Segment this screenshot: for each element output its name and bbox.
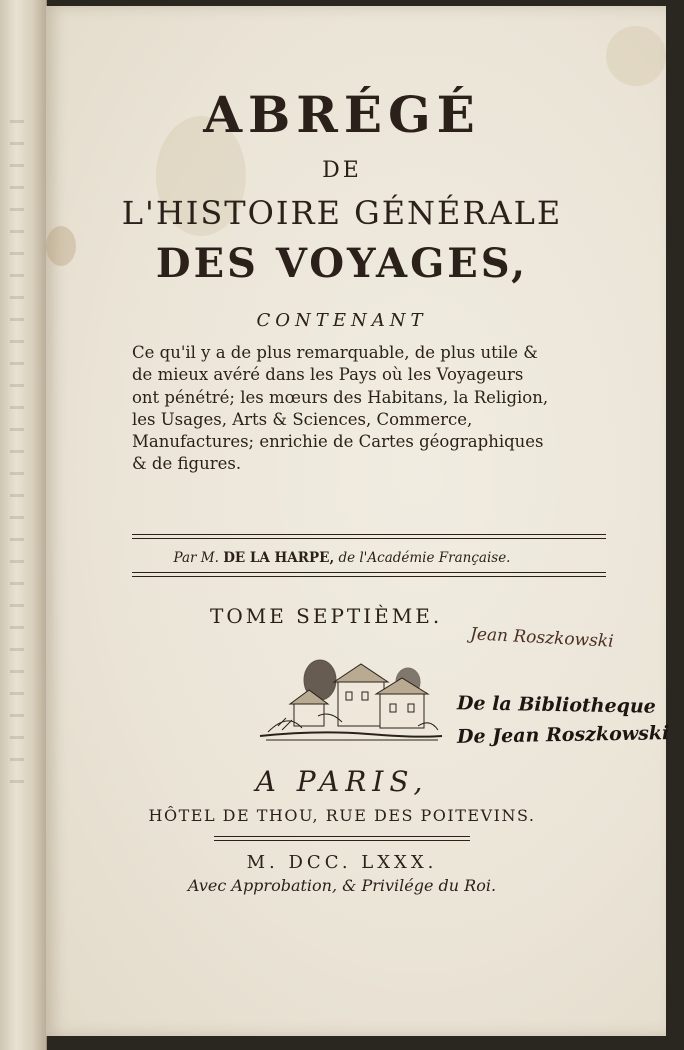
description-line: ont pénétré; les mœurs des Habitans, la Religion,: [132, 387, 549, 407]
contenant-label: CONTENANT: [256, 310, 428, 331]
description-line: de mieux avéré dans les Pays où les Voyageurs: [132, 365, 524, 385]
library-stamp-line2: De Jean Roszkowski: [456, 722, 670, 748]
publication-year: M. DCC. LXXX.: [246, 852, 438, 873]
volume-label: TOME SEPTIÈME.: [210, 604, 443, 628]
double-rule-top: [132, 538, 606, 539]
title-abrege: ABRÉGÉ: [203, 85, 481, 144]
description-line: & de figures.: [132, 454, 242, 474]
double-rule-imprint: [214, 836, 470, 837]
title-histoire-generale: L'HISTOIRE GÉNÉRALE: [121, 194, 563, 232]
handwritten-signature: Jean Roszkowski: [469, 624, 615, 652]
author-prefix: Par M.: [173, 550, 219, 566]
house-vignette-engraving: [258, 652, 444, 744]
royal-privilege: Avec Approbation, & Privilége du Roi.: [187, 876, 497, 895]
description-block: [132, 342, 606, 476]
double-rule-bottom: [132, 576, 606, 577]
double-rule-imprint: [214, 840, 470, 841]
paper-stain: [606, 26, 666, 86]
library-stamp-line1: De la Bibliotheque: [456, 692, 657, 718]
author-line: [0, 550, 684, 566]
double-rule-top: [132, 534, 606, 535]
double-rule-bottom: [132, 572, 606, 573]
author-name: DE LA HARPE,: [223, 550, 335, 566]
publisher-address: HÔTEL DE THOU, RUE DES POITEVINS.: [148, 806, 536, 825]
description-line: les Usages, Arts & Sciences, Commerce,: [132, 409, 473, 429]
title-de: DE: [322, 158, 362, 183]
description-line: Manufactures; enrichie de Cartes géographiques: [132, 432, 544, 452]
title-des-voyages: DES VOYAGES,: [155, 240, 529, 287]
description-line: Ce qu'il y a de plus remarquable, de plus utile &: [132, 343, 538, 362]
author-suffix: de l'Académie Française.: [338, 550, 511, 566]
publication-city: A PARIS,: [255, 765, 429, 798]
